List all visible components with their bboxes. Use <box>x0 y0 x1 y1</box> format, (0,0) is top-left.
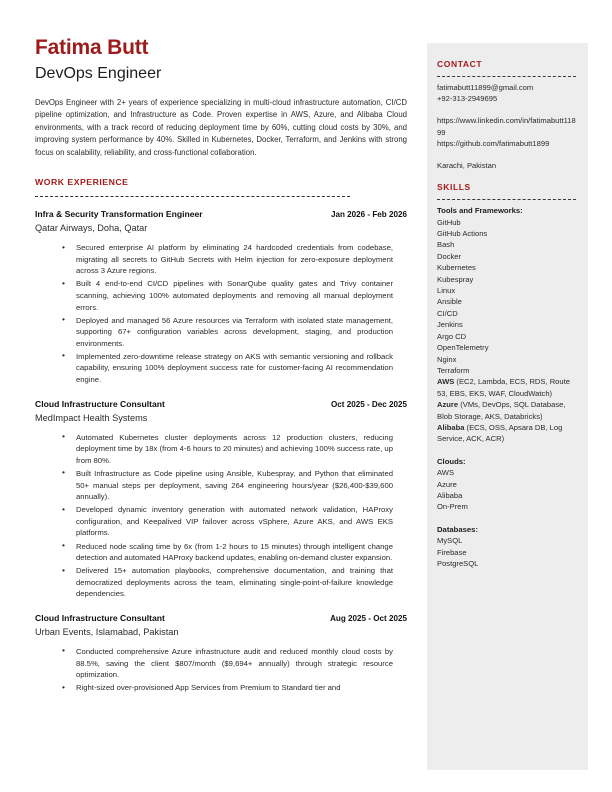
job-entry <box>35 398 407 600</box>
job-entry <box>35 612 407 694</box>
skill-group <box>437 205 578 445</box>
skill-cloud-detail: (ECS, OSS, Apsara DB, Log Service, ACK, ACR) <box>437 422 563 444</box>
job-entry <box>35 208 407 386</box>
skill-item: Bash <box>437 240 455 250</box>
contact-email[interactable]: fatimabutt11899@gmail.com <box>437 83 534 92</box>
job-bullet: • Secured enterprise AI platform by eliminating 24 hardcoded credentials from codebase, migrating all secrets to GitHub Secrets with Helm injection for zero-exposure deployment across 3 Azure regions. <box>62 242 393 277</box>
skill-group-heading: Databases: <box>437 524 479 534</box>
skill-item: Docker <box>437 251 462 261</box>
skills-divider <box>437 199 576 200</box>
professional-summary: DevOps Engineer with 2+ years of experience specializing in multi-cloud infrastructure automation, CI/CD pipeline optimization, and Infrastructure as Code. Proven expertise in AWS, Azure, and Alibaba Cloud environments, with a track record of reducing deployment time by 60%, cutting cloud costs by 30%, and improving system performance by 40%. Skilled in Kubernetes, Docker, Terraform, and Jenkins with strong focus on scalability, reliability, and cross-functional collaboration. <box>35 98 407 157</box>
skill-item: Ansible <box>437 297 462 307</box>
job-bullet: • Built 4 end-to-end CI/CD pipelines with SonarQube quality gates and Trivy container scanning, achieving 100% automated deployments and removing all manual deployment errors. <box>62 278 393 313</box>
job-bullet: • Automated Kubernetes cluster deployments across 12 production clusters, reducing deployment time by 18x (from 4-6 hours to 20 minutes) and achieving 100% success rate, up from 80%. <box>62 432 393 467</box>
skill-item: Argo CD <box>437 331 467 341</box>
skill-cloud-name: AWS <box>437 377 455 387</box>
main-content <box>35 36 407 706</box>
work-experience-divider <box>35 196 350 197</box>
contact-divider <box>437 76 576 77</box>
job-bullet: • Deployed and managed 56 Azure resources via Terraform with isolated state management, supporting 67+ configuration variables across development, staging, and production environments. <box>62 315 393 350</box>
candidate-name: Fatima Butt <box>35 36 149 59</box>
job-bullet: • Conducted comprehensive Azure infrastructure audit and reduced monthly cloud costs by 88.5%, saving the client $807/month ($9,694+ annually) through strategic resource optimization. <box>62 646 393 681</box>
skill-cloud-item <box>437 376 578 399</box>
skill-item: Nginx <box>437 354 457 364</box>
job-bullet: • Delivered 15+ automation playbooks, comprehensive documentation, and training that democratized deployments across the team, eliminating single-point-of-failure knowledge dependencies. <box>62 565 393 600</box>
job-company: Urban Events, Islamabad, Pakistan <box>35 626 179 637</box>
skill-item: OpenTelemetry <box>437 343 489 353</box>
job-company: Qatar Airways, Doha, Qatar <box>35 223 148 234</box>
skill-item: GitHub Actions <box>437 229 488 239</box>
skill-item: Jenkins <box>437 320 463 330</box>
skill-item: MySQL <box>437 536 463 546</box>
skill-item: On-Prem <box>437 502 468 512</box>
skill-item: Alibaba <box>437 490 463 500</box>
work-experience-heading: WORK EXPERIENCE <box>35 177 129 188</box>
job-bullet-list <box>35 242 407 386</box>
contact-github-url[interactable]: https://github.com/fatimabutt1899 <box>437 138 550 148</box>
skill-item: PostgreSQL <box>437 559 479 568</box>
job-list <box>35 208 407 694</box>
job-bullet: • Built Infrastructure as Code pipeline using Ansible, Kubespray, and Python that eliminated 50+ manual steps per deployment, saving 264 engineering hours/year ($26,400-$39,600 annually). <box>62 468 393 503</box>
job-dates: Aug 2025 - Oct 2025 <box>330 613 407 623</box>
skill-item: GitHub <box>437 217 461 227</box>
skill-group <box>437 524 578 570</box>
contact-phone[interactable]: +92-313-2949695 <box>437 94 498 104</box>
job-bullet: • Reduced node scaling time by 6x (from 1-2 hours to 15 minutes) through intelligent change detection and automated HAProxy backend updates, enabling on-demand cluster expansion. <box>62 541 393 564</box>
skill-cloud-item <box>437 422 578 445</box>
job-dates: Oct 2025 - Dec 2025 <box>330 399 407 409</box>
spacer <box>437 104 578 115</box>
skill-item: Kubernetes <box>437 263 476 273</box>
skill-group-heading: Tools and Frameworks: <box>437 206 523 216</box>
job-company: MedImpact Health Systems <box>35 412 148 423</box>
skill-item: Firebase <box>437 547 467 557</box>
skill-cloud-name: Azure <box>437 400 459 410</box>
skill-item: CI/CD <box>437 308 458 318</box>
skill-cloud-detail: (EC2, Lambda, ECS, RDS, Route 53, EBS, EKS, WAF, CloudWatch) <box>437 377 570 398</box>
skill-cloud-name: Alibaba <box>437 422 465 432</box>
skill-item: Linux <box>437 286 456 296</box>
skill-item: Azure <box>437 479 457 489</box>
job-bullet: • Right-sized over-provisioned App Services from Premium to Standard tier and <box>62 682 393 694</box>
candidate-job-title: DevOps Engineer <box>35 65 162 82</box>
job-dates: Jan 2026 - Feb 2026 <box>330 210 407 220</box>
job-header-row <box>35 208 407 221</box>
job-header-row <box>35 612 407 625</box>
job-header-row <box>35 398 407 411</box>
spacer <box>437 445 578 456</box>
skill-cloud-item <box>437 399 578 422</box>
contact-location: Karachi, Pakistan <box>437 161 497 171</box>
job-title: Cloud Infrastructure Consultant <box>35 612 165 623</box>
job-title: Cloud Infrastructure Consultant <box>35 398 165 409</box>
skill-group <box>437 456 578 513</box>
job-bullet-list <box>35 646 407 694</box>
contact-heading: CONTACT <box>437 59 483 69</box>
job-title: Infra & Security Transformation Engineer <box>35 209 203 220</box>
skills-heading: SKILLS <box>437 182 471 193</box>
spacer <box>437 149 578 160</box>
skill-item: AWS <box>437 468 455 478</box>
job-bullet: • Implemented zero-downtime release strategy on AKS with semantic versioning and rollback capability, ensuring 100% deployment success rate for customer-facing AI recommendation engine. <box>62 351 393 386</box>
skill-group-heading: Clouds: <box>437 456 466 466</box>
job-bullet: • Developed dynamic inventory generation with automated network validation, HAProxy configuration, and Keepalived VIP failover across vSphere, Azure AKS, and AWS EKS platforms. <box>62 504 393 539</box>
contact-linkedin-url[interactable]: https://www.linkedin.com/in/fatimabutt11899 <box>437 116 576 137</box>
skills-list <box>437 205 578 569</box>
skill-item: Kubespray <box>437 274 474 284</box>
skill-cloud-detail: (VMs, DevOps, SQL Database, Blob Storage, AKS, Databricks) <box>437 400 566 421</box>
spacer <box>437 171 578 182</box>
skill-item: Terraform <box>437 365 470 375</box>
sidebar <box>427 43 588 770</box>
spacer <box>437 513 578 524</box>
job-bullet-list <box>35 432 407 600</box>
